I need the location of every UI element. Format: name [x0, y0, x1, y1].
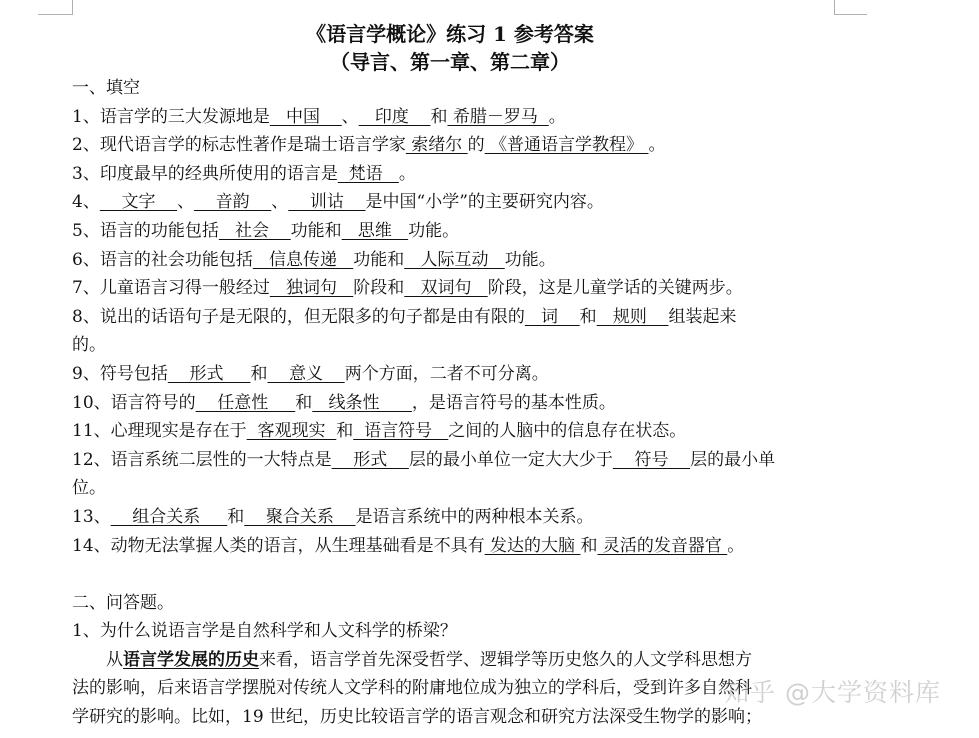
- question-10: 10、语言符号的 任意性 和 线条性 ，是语言符号的基本性质。: [72, 392, 616, 413]
- question-3: 3、印度最早的经典所使用的语言是 梵语 。: [72, 163, 416, 184]
- answer-blank: 规则: [596, 306, 669, 327]
- answer-blank: 人际互动: [404, 249, 505, 270]
- answer-blank: 思维: [341, 220, 409, 241]
- section-heading-qa: 二、问答题。: [72, 592, 174, 613]
- answer-blank: 独词句: [269, 278, 354, 299]
- qa-question-1: 1、为什么说语言学是自然科学和人文科学的桥梁？: [72, 621, 457, 642]
- question-4: 4、 文字 、 音韵 、 训诂 是中国“小学”的主要研究内容。: [72, 192, 604, 213]
- watermark: 知乎 @大学资料库: [724, 678, 941, 707]
- answer-blank: 中国: [269, 106, 342, 127]
- answer-blank: 形式: [331, 449, 409, 470]
- question-12: 12、语言系统二层性的一大特点是 形式 层的最小单位一定大大少于 符号 层的最小单: [72, 449, 776, 470]
- answer-blank: 符号: [612, 449, 691, 470]
- question-8-continued: 的。: [72, 335, 106, 356]
- section-heading-fill-in: 一、填空: [72, 78, 140, 98]
- qa-answer-paragraph: 从语言学发展的历史来看，语言学首先深受哲学、逻辑学等历史悠久的人文学科思想方: [106, 649, 752, 670]
- page-corner-mark-left: [38, 0, 73, 15]
- document-body: [72, 74, 842, 732]
- answer-blank: 发达的大脑: [484, 535, 581, 556]
- answer-blank: 组合关系: [110, 506, 228, 527]
- answer-blank: 索绪尔: [405, 135, 468, 156]
- document-title: 《语言学概论》练习 1 参考答案: [306, 22, 594, 46]
- answer-blank: 希腊－罗马: [447, 106, 549, 127]
- answer-blank: 印度: [358, 106, 431, 127]
- answer-blank: 灵活的发音器官: [597, 535, 728, 556]
- question-5: 5、语言的功能包括 社会 功能和 思维 功能。: [72, 220, 460, 241]
- answer-blank: 文字: [99, 192, 178, 213]
- answer-blank: 客观现实: [246, 421, 337, 442]
- question-1: 1、语言学的三大发源地是 中国 、 印度 和 希腊－罗马 。: [72, 106, 566, 127]
- question-13: 13、 组合关系 和 聚合关系 是语言系统中的两种根本关系。: [72, 506, 594, 527]
- answer-blank: 双词句: [404, 278, 488, 299]
- answer-blank: 意义: [267, 363, 345, 384]
- question-14: 14、动物无法掌握人类的语言，从生理基础看是不具有 发达的大脑 和 灵活的发音器官 。: [72, 535, 745, 556]
- answer-blank: 形式: [167, 363, 251, 384]
- question-12-continued: 位。: [72, 478, 106, 499]
- answer-blank: 社会: [218, 220, 291, 241]
- answer-blank: 梵语: [337, 163, 399, 184]
- document-subtitle: （导言、第一章、第二章）: [330, 50, 570, 74]
- question-8: 8、说出的话语句子是无限的，但无限多的句子都是由有限的 词 和 规则 组装起来: [72, 306, 737, 327]
- emphasis-text: 语言学发展的历史: [123, 649, 259, 670]
- answer-blank: 训诂: [288, 192, 366, 213]
- qa-answer-line-2: 法的影响，后来语言学摆脱对传统人文学科的附庸地位成为独立的学科后，受到许多自然科: [72, 678, 752, 699]
- answer-blank: 词: [524, 306, 580, 327]
- blank-line: [72, 560, 842, 589]
- answer-blank: 线条性: [312, 392, 412, 413]
- question-9: 9、符号包括 形式 和 意义 两个方面，二者不可分离。: [72, 363, 549, 384]
- answer-blank: 信息传递: [252, 249, 354, 270]
- question-2: 2、现代语言学的标志性著作是瑞士语言学家 索绪尔 的 《普通语言学教程》 。: [72, 135, 666, 156]
- answer-blank: 任意性: [195, 392, 296, 413]
- answer-blank: 《普通语言学教程》: [484, 135, 649, 156]
- qa-answer-line-3: 学研究的影响。比如，19 世纪，历史比较语言学的语言观念和研究方法深受生物学的影响；: [72, 707, 763, 728]
- question-11: 11、心理现实是存在于 客观现实 和 语言符号 之间的人脑中的信息存在状态。: [72, 421, 687, 442]
- page-corner-mark-right: [834, 0, 867, 15]
- question-7: 7、儿童语言习得一般经过 独词句 阶段和 双词句 阶段，这是儿童学话的关键两步。: [72, 278, 743, 299]
- answer-blank: 语言符号: [353, 421, 449, 442]
- answer-blank: 聚合关系: [244, 506, 356, 527]
- question-6: 6、语言的社会功能包括 信息传递 功能和 人际互动 功能。: [72, 249, 556, 270]
- answer-blank: 音韵: [194, 192, 272, 213]
